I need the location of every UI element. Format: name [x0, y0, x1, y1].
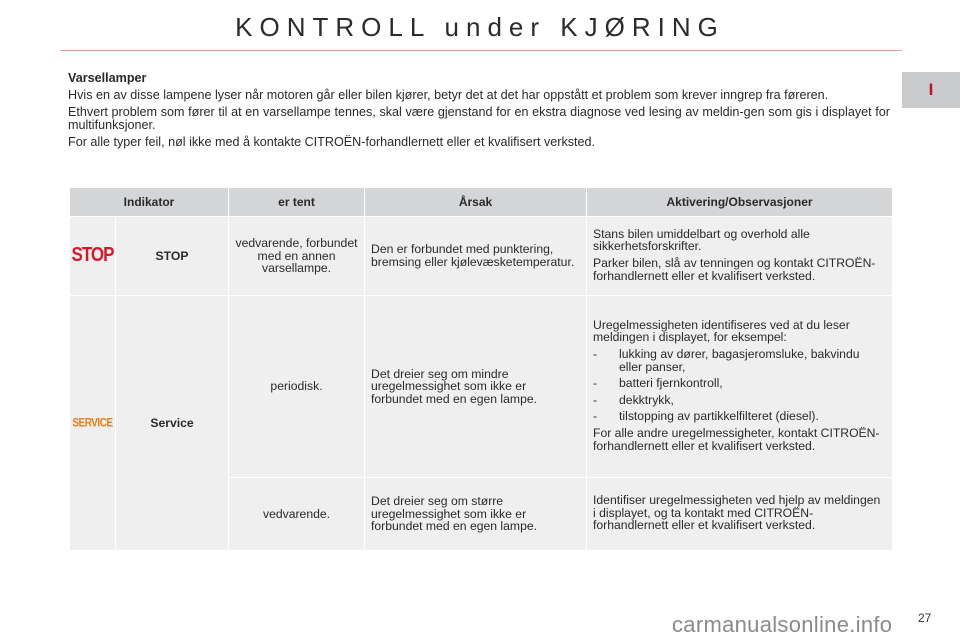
warning-lamp-table: [69, 187, 893, 551]
chapter-tab[interactable]: I: [902, 72, 960, 108]
table-row-stop: [70, 217, 893, 296]
header-arsak: Årsak: [365, 188, 587, 217]
stop-lamp-cell: [70, 217, 116, 296]
header-er-tent: er tent: [229, 188, 365, 217]
header-indikator: Indikator: [70, 188, 229, 217]
service-example-list: [593, 348, 884, 423]
stop-cause: Den er forbundet med punktering, bremsing eller kjølevæsketemperatur.: [365, 217, 587, 296]
intro-section: [68, 72, 890, 153]
service-state-permanent: vedvarende.: [229, 478, 365, 551]
stop-action-text-2: Parker bilen, slå av tenningen og kontakt CITROËN-forhandlernett eller et kvalifisert verksted.: [593, 256, 876, 283]
stop-action-text-1: Stans bilen umiddelbart og overhold alle sikkerhetsforskrifter.: [593, 226, 810, 254]
stop-action: [587, 217, 893, 296]
stop-name: STOP: [116, 217, 229, 296]
stop-warning-icon: STOP: [71, 243, 114, 266]
list-item: - tilstopping av partikkelfilteret (diesel).: [593, 409, 819, 424]
list-item: - batteri fjernkontroll,: [593, 376, 723, 391]
service-name: Service: [116, 296, 229, 551]
header-aktivering: Aktivering/Observasjoner: [587, 188, 893, 217]
intro-paragraph-2: Ethvert problem som fører til at en varsellampe tennes, skal være gjenstand for en ekstra diagnose ved lesing av meldin-gen som gis i displayet for multifunksjoner.: [68, 105, 890, 132]
service-action-minor: [587, 296, 893, 478]
list-item: - dekktrykk,: [593, 392, 674, 407]
page-number: 27: [918, 611, 932, 625]
stop-state: vedvarende, forbundet med en annen varsellampe.: [229, 217, 365, 296]
service-lamp-cell: [70, 296, 116, 551]
service-cause-major: Det dreier seg om større uregelmessighet som ikke er forbundet med en egen lampe.: [365, 478, 587, 551]
service-cause-minor: Det dreier seg om mindre uregelmessighet som ikke er forbundet med en egen lampe.: [365, 296, 587, 478]
table-header-row: [70, 188, 893, 217]
service-action-outro: For alle andre uregelmessigheter, kontakt CITROËN-forhandlernett eller et kvalifisert verksted.: [593, 425, 880, 453]
intro-paragraph-3: For alle typer feil, nøl ikke med å kontakte CITROËN-forhandlernett eller et kvalifisert verksted.: [68, 135, 596, 149]
list-item: - lukking av dører, bagasjeromsluke, bakvindu eller panser,: [593, 347, 860, 374]
page-title: KONTROLL under KJØRING: [235, 12, 725, 42]
table-row-service-periodic: [70, 296, 893, 478]
intro-paragraph-1: Hvis en av disse lampene lyser når motoren går eller bilen kjører, betyr det at det har oppstått et problem som krever inngrep fra føreren.: [68, 88, 829, 102]
title-divider: [60, 50, 902, 51]
service-action-intro: Uregelmessigheten identifiseres ved at du leser meldingen i displayet, for eksempel:: [593, 317, 850, 345]
watermark: carmanualsonline.info: [672, 612, 893, 637]
service-state-periodic: periodisk.: [229, 296, 365, 478]
service-action-major-text: Identifiser uregelmessigheten ved hjelp av meldingen i displayet, og ta kontakt med CITROËN-forhandlernett eller et kvalifisert verksted.: [593, 493, 881, 533]
service-warning-icon: SERVICE: [72, 416, 113, 430]
service-action-major: [587, 478, 893, 551]
intro-heading: Varsellamper: [68, 71, 147, 85]
